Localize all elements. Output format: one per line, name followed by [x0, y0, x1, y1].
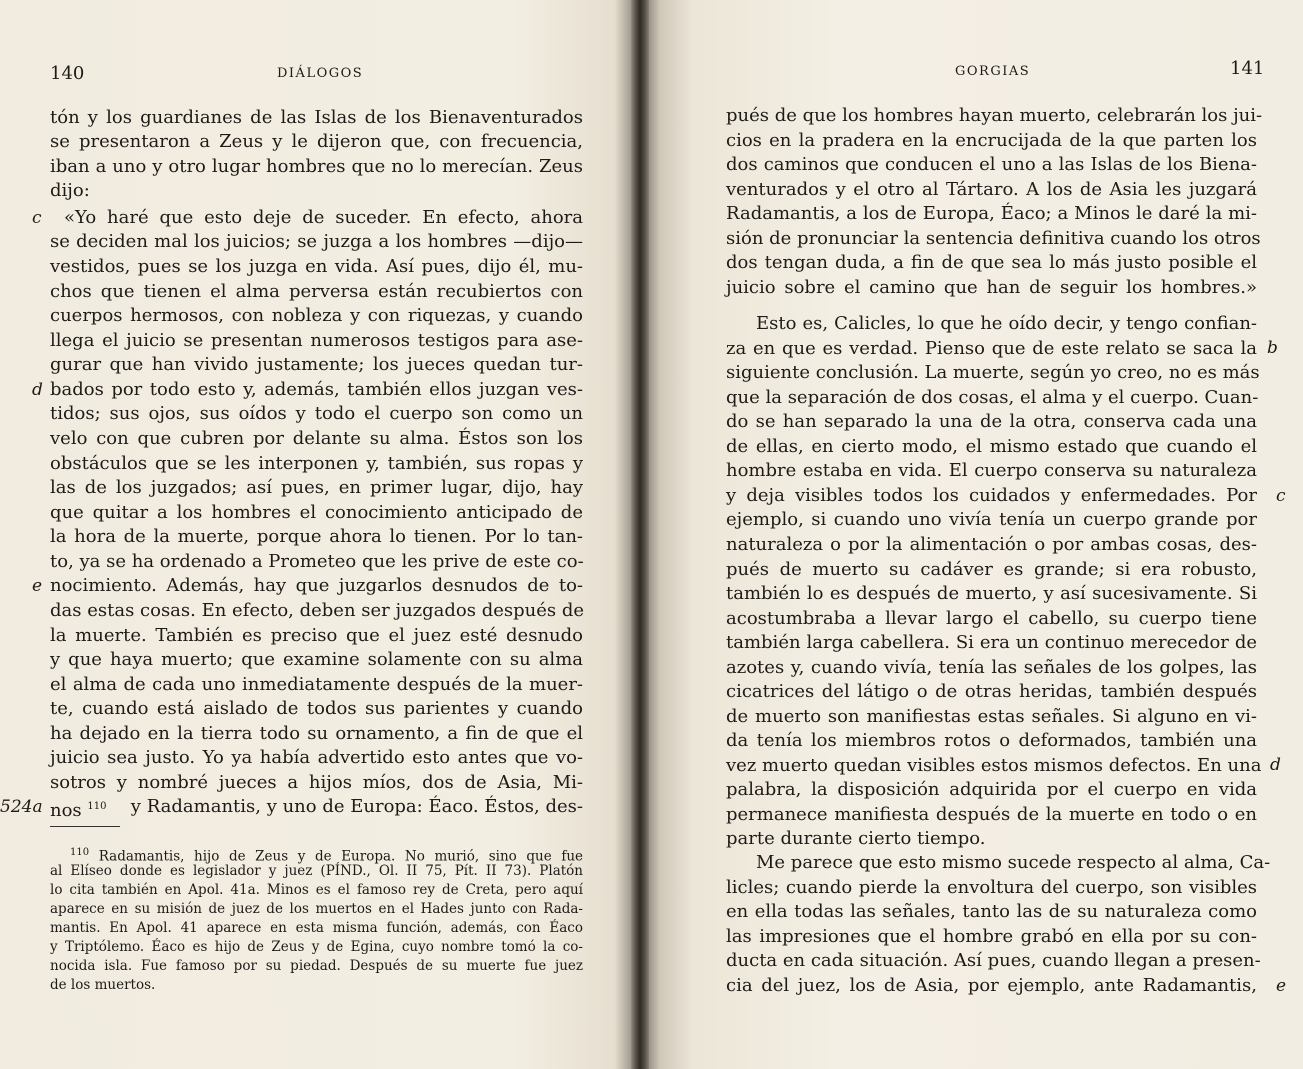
running-head: GORGIAS — [955, 64, 1031, 79]
text-line: Esto es, Calicles, lo que he oído decir, y tengo confian- — [756, 313, 1257, 334]
text-fragment: nos — [50, 800, 82, 821]
text-line: de muerto son manifiestas estas señales. Si alguno en vi- — [726, 706, 1257, 727]
text-line: el alma de cada uno inmediatamente después de la muer- — [50, 674, 583, 695]
text-line: sión de pronunciar la sentencia definitiva cuando los otros — [726, 228, 1261, 249]
text-line: ducta en cada situación. Así pues, cuando llegan a presen- — [726, 950, 1261, 971]
footnote-line: aparece en su misión de juez de los muertos en el Hades junto con Rada- — [50, 901, 583, 917]
text-line: dijo: — [50, 180, 90, 201]
text-line: velo con que cubren por delante su alma. Éstos son los — [50, 428, 583, 449]
text-line: también lo es después de muerto, y así sucesivamente. Si — [726, 583, 1257, 604]
footnote-line: nocida isla. Fue famoso por su piedad. Después de su muerte fue juez — [50, 958, 583, 974]
text-line: tón y los guardianes de las Islas de los Bienaventurados — [50, 107, 583, 128]
text-line: las de los juzgados; así pues, en primer lugar, dijo, hay — [50, 477, 583, 498]
text-line: la muerte. También es preciso que el juez esté desnudo — [50, 625, 583, 646]
page-number: 141 — [1230, 58, 1265, 79]
text-line: te, cuando está aislado de todos sus parientes y cuando — [50, 698, 583, 719]
text-line: también larga cabellera. Si era un continuo merecedor de — [726, 632, 1257, 653]
footnote-rule — [50, 826, 120, 827]
text-line: que quitar a los hombres el conocimiento anticipado de — [50, 502, 583, 523]
text-line: la hora de la muerte, porque ahora lo tienen. Por lo tan- — [50, 526, 583, 547]
margin-marker: e — [1276, 976, 1287, 996]
text-line: en ella todas las señales, tanto las de su naturaleza como — [726, 901, 1257, 922]
right-page — [640, 0, 1303, 1069]
footnote-text: Radamantis, hijo de Zeus y de Europa. No murió, sino que fue — [98, 848, 583, 865]
text-line: siguiente conclusión. La muerte, según yo creo, no es más — [726, 362, 1260, 383]
text-line: bados por todo esto y, además, también ellos juzgan ves- — [50, 379, 583, 400]
text-line: juicio sea justo. Yo ya había advertido esto antes que vo- — [50, 747, 583, 768]
book-gutter — [631, 0, 649, 1069]
text-line: chos que tienen el alma perversa están recubiertos con — [50, 281, 583, 302]
text-line: sotros y nombré jueces a hijos míos, dos de Asia, Mi- — [50, 772, 583, 793]
footnote-number: 110 — [70, 847, 90, 858]
text-line: da tenía los miembros rotos o deformados, también una — [726, 730, 1257, 751]
text-line: palabra, la disposición adquirida por el cuerpo en vida — [726, 779, 1257, 800]
running-head: DIÁLOGOS — [277, 66, 364, 81]
text-line: licles; cuando pierde la envoltura del cuerpo, son visibles — [726, 877, 1257, 898]
text-line: vez muerto quedan visibles estos mismos defectos. En una — [726, 755, 1262, 776]
text-line: naturaleza o por la alimentación o por ambas cosas, des- — [726, 534, 1257, 555]
text-line: Radamantis, a los de Europa, Éaco; a Minos le daré la mi- — [726, 203, 1257, 224]
margin-marker: c — [1276, 486, 1286, 506]
margin-marker: c — [32, 208, 42, 228]
text-line: nocimiento. Además, hay que juzgarlos desnudos de to- — [50, 575, 583, 596]
text-line: do se han separado la una de la otra, conserva cada una — [726, 411, 1257, 432]
margin-marker: d — [1270, 755, 1281, 775]
footnote-line: de los muertos. — [50, 977, 156, 993]
footnote-line: mantis. En Apol. 41 aparece en esta misma función, además, con Éaco — [50, 920, 583, 936]
text-line: ha dejado en la tierra todo su ornamento, a fin de que el — [50, 723, 583, 744]
page-number: 140 — [50, 63, 85, 84]
text-line: pués de muerto su cadáver es grande; si era robusto, — [726, 559, 1257, 580]
text-line: que la separación de dos cosas, el alma y el cuerpo. Cuan- — [726, 387, 1259, 408]
text-line: cuerpos hermosos, con nobleza y con riquezas, y cuando — [50, 305, 583, 326]
text-line: iban a uno y otro lugar hombres que no lo merecían. Zeus — [50, 156, 583, 177]
text-line: pués de que los hombres hayan muerto, celebrarán los jui- — [726, 105, 1263, 126]
text-line: hombre estaba en vida. El cuerpo conserva su naturaleza — [726, 460, 1257, 481]
text-line: y que haya muerto; que examine solamente con su alma — [50, 649, 583, 670]
text-line: vestidos, pues se los juzga en vida. Así pues, dijo él, mu- — [50, 256, 583, 277]
text-line: ejemplo, si cuando uno vivía tenía un cuerpo grande por — [726, 509, 1257, 530]
margin-marker: b — [1267, 338, 1278, 358]
footnote-line: lo cita también en Apol. 41a. Minos es el famoso rey de Creta, pero aquí — [50, 882, 583, 898]
text-line: acostumbraba a llevar largo el cabello, su cuerpo tiene — [726, 608, 1257, 629]
left-page — [0, 0, 640, 1069]
text-line: obstáculos que se les interponen y, también, sus ropas y — [50, 453, 583, 474]
text-line: Me parece que esto mismo sucede respecto al alma, Ca- — [756, 852, 1271, 873]
margin-marker: d — [32, 380, 43, 400]
text-line: das estas cosas. En efecto, deben ser juzgados después de — [50, 600, 585, 621]
text-line: venturados y el otro al Tártaro. A los de Asia les juzgará — [726, 179, 1257, 200]
text-line: juicio sobre el camino que han de seguir los hombres.» — [726, 277, 1257, 298]
text-line — [50, 795, 583, 823]
text-line: tidos; sus ojos, sus oídos y todo el cuerpo son como un — [50, 403, 583, 424]
text-line: «Yo haré que esto deje de suceder. En efecto, ahora — [64, 207, 583, 228]
text-line: y deja visibles todos los cuidados y enfermedades. Por — [726, 485, 1257, 506]
text-line: permanece manifiesta después de la muerte en todo o en — [726, 804, 1257, 825]
text-line: dos tengan duda, a fin de que sea lo más justo posible el — [726, 252, 1257, 273]
text-line: se deciden mal los juicios; se juzga a los hombres —dijo— — [50, 231, 583, 252]
text-line: parte durante cierto tiempo. — [726, 828, 986, 849]
footnote-line: y Triptólemo. Éaco es hijo de Zeus y de Egina, cuyo nombre tomó la co- — [50, 939, 583, 955]
margin-marker: 524a — [0, 797, 43, 817]
text-line: llega el juicio se presentan numerosos testigos para ase- — [50, 330, 583, 351]
margin-marker: e — [32, 576, 43, 596]
text-line: za en que es verdad. Pienso que de este relato se saca la — [726, 338, 1257, 359]
text-fragment: y Radamantis, y uno de Europa: Éaco. Éstos, des- — [130, 796, 583, 817]
text-line: cios en la pradera en la encrucijada de la que parten los — [726, 130, 1257, 151]
text-line: las impresiones que el hombre grabó en ella por su con- — [726, 926, 1257, 947]
text-line: to, ya se ha ordenado a Prometeo que les prive de este co- — [50, 551, 584, 572]
text-line: cicatrices del látigo o de otras heridas, también después — [726, 681, 1257, 702]
text-line: de ellas, en cierto modo, el mismo estado que cuando el — [726, 436, 1257, 457]
text-line: gurar que han vivido justamente; los jueces quedan tur- — [50, 354, 583, 375]
text-line: se presentaron a Zeus y le dijeron que, con frecuencia, — [50, 131, 583, 152]
footnote-line: al Elíseo donde es legislador y juez (PÍND., Ol. II 75, Pít. II 73). Platón — [50, 863, 583, 879]
text-line: azotes y, cuando vivía, tenía las señales de los golpes, las — [726, 657, 1257, 678]
text-line: dos caminos que conducen el uno a las Islas de los Biena- — [726, 154, 1257, 175]
text-line: cia del juez, los de Asia, por ejemplo, ante Radamantis, — [726, 975, 1257, 996]
note-reference[interactable]: 110 — [87, 801, 107, 812]
